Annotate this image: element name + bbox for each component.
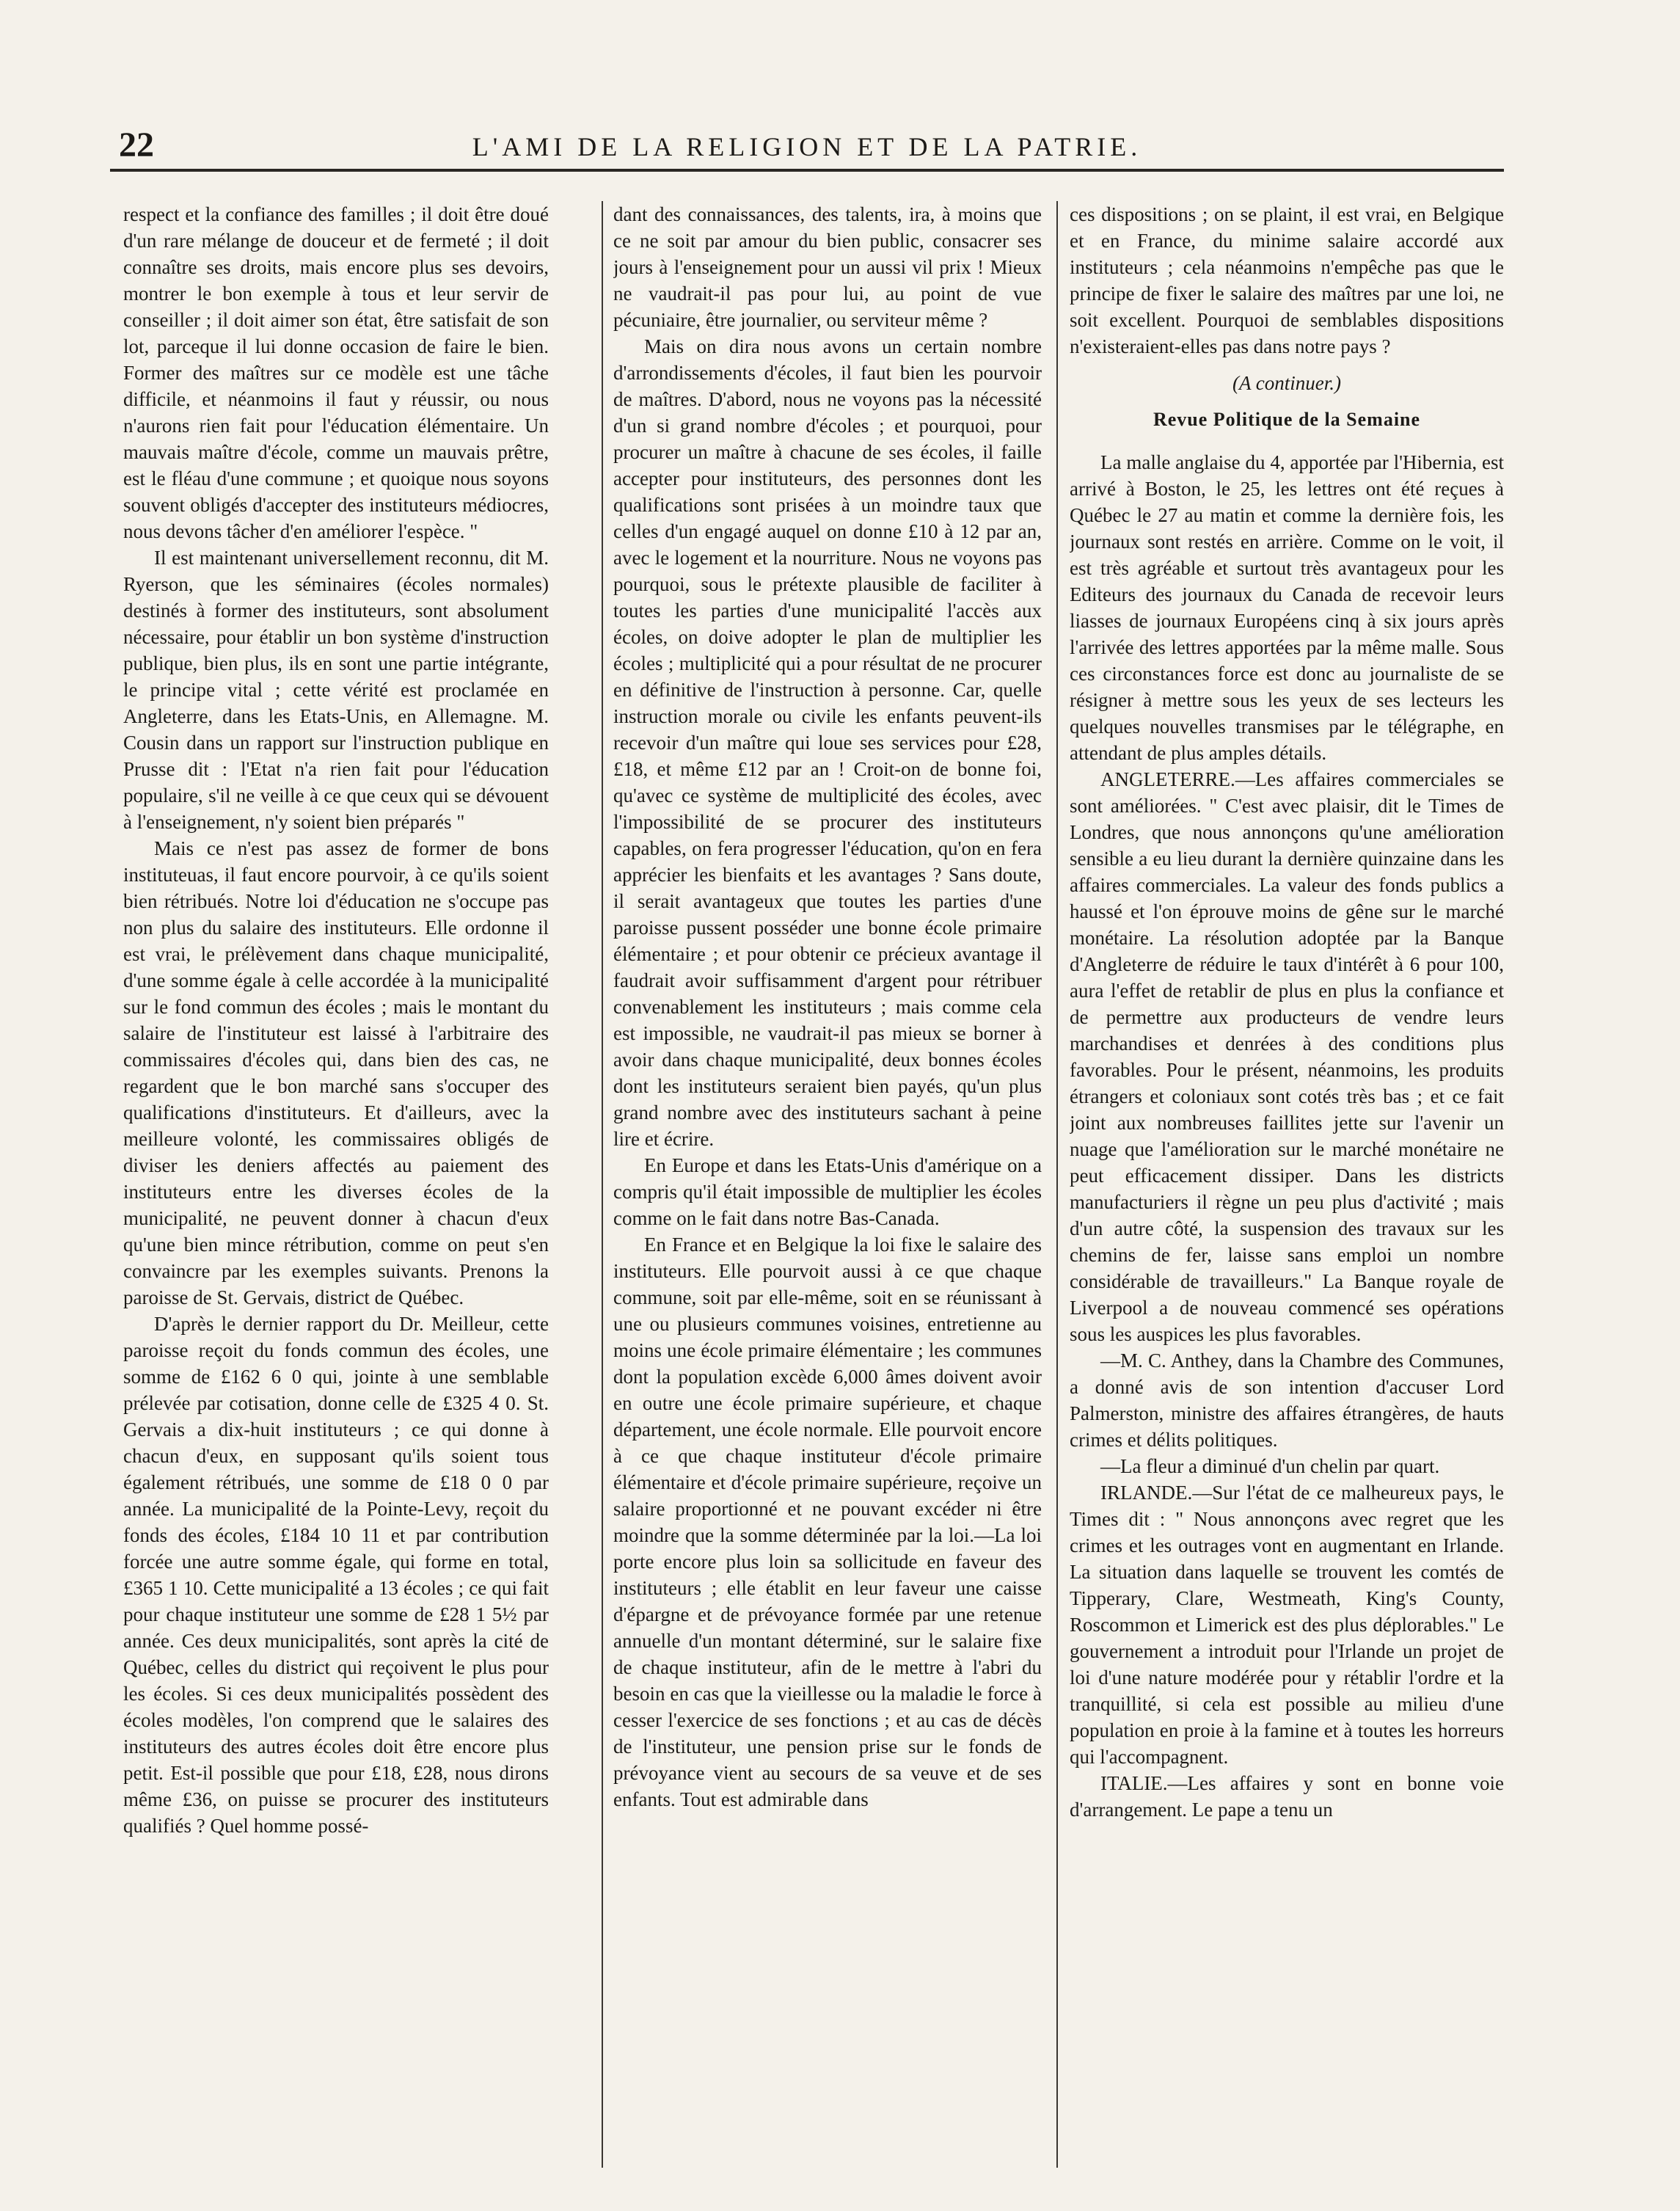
col2-paragraph-2: Mais on dira nous avons un certain nombre d'arrondissements d'écoles, il faut bien les pourvoir de maîtres. D'abord, nous ne voyons pas la nécessité d'un si grand nombre d'écoles ; et pourquoi, pour procurer un maître à chacune de ses écoles, il faille accepter pour instituteurs, des personnes dont les qualifications sont prisées à un moindre taux que celles d'un engagé auquel on donne £10 à 12 par an, avec le logement et la nourriture. Nous ne voyons pas pourquoi, sous le prétexte plausible de faciliter à toutes les parties d'une municipalité l'accès aux écoles, on doive adopter le plan de multiplier les écoles ; multiplicité qui a pour résultat de ne procurer en définitive de l'instruction à personne. Car, quelle instruction morale ou civile les enfants peuvent-ils recevoir d'un maître qui loue ses services pour £28, £18, et même £12 par an ! Croit-on de bonne foi, qu'avec ce système de multiplicité des écoles, avec l'impossibilité de se procurer des instituteurs capables, on fera progresser l'éducation, qu'on en fera apprécier les bienfaits et les avantages ? Sans doute, il serait avantageux que toutes les parties d'une paroisse pussent posséder une bonne école primaire élémentaire ; et pour obtenir ce précieux avantage il faudrait avoir suffisamment d'argent pour rétribuer convenablement les instituteurs ; mais comme cela est impossible, ne vaudrait-il pas mieux se borner à avoir dans chaque municipalité, deux bonnes écoles dont les instituteurs seraient bien payés, qu'un plus grand nombre avec des instituteurs sachant à peine lire et écrire. [613,335,1042,1150]
col1-paragraph-1: respect et la confiance des familles ; il doit être doué d'un rare mélange de douceur et de fermeté ; il doit connaître ses droits, mais encore plus ses devoirs, montrer le bon exemple à tous et leur servir de conseiller ; il doit aimer son état, être satisfait de son lot, parceque il lui donne occasion de faire le bien. Former des maîtres sur ce modèle est une tâche difficile, et néanmoins il faut y réussir, ou nous n'aurons rien fait pour l'éducation élémentaire. Un mauvais maître d'école, comme un mauvais prêtre, est le fléau d'une commune ; et quoique nous soyons souvent obligés d'accepter des instituteurs médiocres, nous devons tâcher d'en améliorer l'espèce. " [123,203,549,542]
col1-paragraph-4: D'après le dernier rapport du Dr. Meilleur, cette paroisse reçoit du fonds commun des écoles, une somme de £162 6 0 qui, jointe à une semblable prélevée par cotisation, donne celle de £325 4 0. St. Gervais a dix-huit instituteurs ; ce qui donne à chacun d'eux, en supposant qu'ils soient tous également rétribués, une somme de £18 0 0 par année. La municipalité de la Pointe-Levy, reçoit du fonds des écoles, £184 10 11 et par contribution forcée une autre somme égale, qui forme en total, £365 1 10. Cette municipalité a 13 écoles ; ce qui fait pour chaque instituteur une somme de £28 1 5½ par année. Ces deux municipalités, sont après la cité de Québec, celles du district qui reçoivent le plus pour les écoles. Si ces deux municipalités possèdent des écoles modèles, l'on comprend que le salaires des instituteurs des autres écoles doit être encore plus petit. Est-il possible que pour £18, £28, nous dirons même £36, on puisse se procurer des instituteurs qualifiés ? Quel homme possé- [123,1313,549,1837]
column-2 [613,201,1042,2168]
section-title: Revue Politique de la Semaine [1153,409,1421,430]
running-title: L'AMI DE LA RELIGION ET DE LA PATRIE. [472,132,1142,161]
col2-paragraph-4: En France et en Belgique la loi fixe le salaire des instituteurs. Elle pourvoit aussi à ce que chaque commune, soit par elle-même, soit en se réunissant à une ou plusieurs communes voisines, entretienne au moins une école primaire élémentaire ; les communes dont la population excède 6,000 âmes doivent avoir en outre une école primaire supérieure, et chaque département, une école normale. Elle pourvoit encore à ce que chaque instituteur d'école primaire élémentaire et d'école primaire supérieure, reçoive un salaire proportionné et ne pouvant excéder ni être moindre que la somme déterminée par la loi.—La loi porte encore plus loin sa sollicitude en faveur des instituteurs ; elle établit en leur faveur une caisse d'épargne et de prévoyance formée par une retenue annuelle d'un montant déterminé, sur le salaire fixe de chaque instituteur, afin de le mettre à l'abri du besoin en cas que la vieillesse ou la maladie le force à cesser l'exercice de ses fonctions ; et au cas de décès de l'instituteur, une pension prise sur le fonds de prévoyance vient au secours de sa veuve et de ses enfants. Tout est admirable dans [613,1234,1042,1810]
col3-paragraph-fleur: —La fleur a diminué d'un chelin par quart. [1100,1455,1440,1477]
column-1 [123,201,549,2168]
col3-continuation: ces dispositions ; on se plaint, il est vrai, en Belgique et en France, du minime salaire accordé aux instituteurs ; cela néanmoins n'empêche pas que le principe de fixer le salaire des maîtres par une loi, ne soit excellent. Pourquoi de semblables dispositions n'existeraient-elles pas dans notre pays ? [1070,203,1504,357]
column-3 [1070,201,1504,2168]
col1-paragraph-2: Il est maintenant universellement reconnu, dit M. Ryerson, que les séminaires (écoles normales) destinés à former des instituteurs, sont absolument nécessaire, pour établir un bon système d'instruction publique, bien plus, ils en sont une partie intégrante, le principe vital ; cette vérité est proclamée en Angleterre, dans les Etats-Unis, en Allemagne. M. Cousin dans un rapport sur l'instruction publique en Prusse dit : l'Etat n'a rien fait pour l'éducation populaire, s'il ne veille à ce que ceux qui se dévouent à l'enseignement, n'y soient bien préparés " [123,547,549,833]
column-rule-2 [1056,201,1058,2168]
page-number: 22 [119,125,154,164]
col3-paragraph-italie: ITALIE.—Les affaires y sont en bonne voie d'arrangement. Le pape a tenu un [1070,1772,1504,1821]
page-header [110,123,1504,172]
col1-paragraph-3: Mais ce n'est pas assez de former de bons instituteuas, il faut encore pourvoir, à ce qu'ils soient bien rétribués. Notre loi d'éducation ne s'occupe pas non plus du salaire des instituteurs. Elle ordonne il est vrai, le prélèvement dans chaque municipalité, d'une somme égale à celle accordée à la municipalité sur le fond commun des écoles ; mais le montant du salaire de l'instituteur est laissé à l'arbitraire des commissaires d'écoles qui, dans bien des cas, ne regardent que le bon marché sans s'occuper des qualifications d'instituteurs. Et d'ailleurs, avec la meilleure volonté, les commissaires obligés de diviser les deniers affectés au paiement des instituteurs entre les diverses écoles de la municipalité, ne peuvent donner à chacun d'eux qu'une bien mince rétribution, comme on peut s'en convaincre par les exemples suivants. Prenons la paroisse de St. Gervais, district de Québec. [123,837,549,1308]
to-be-continued: (A continuer.) [1232,372,1341,394]
col3-paragraph-1: La malle anglaise du 4, apportée par l'Hibernia, est arrivé à Boston, le 25, les lettres ont été reçues à Québec le 27 au matin et comme la dernière fois, les journaux sont restés en arrière. Comme on le voit, il est très agréable et surtout très avantageux pour les Editeurs des journaux du Canada de recevoir leurs liasses de journaux Européens cinq à six jours après l'arrivée des lettres apportées par la même malle. Sous ces circonstances force est donc au journaliste de se résigner à mettre sous les yeux de ses lecteurs les quelques nouvelles transmises par le télégraphe, en attendant de plus amples détails. [1070,451,1504,764]
col3-paragraph-angleterre: ANGLETERRE.—Les affaires commerciales se sont améliorées. " C'est avec plaisir, dit le Times de Londres, que nous annonçons qu'une amélioration sensible a eu lieu durant la dernière quinzaine dans les affaires commerciales. La valeur des fonds publics a haussé et l'on éprouve moins de gêne sur le marché monétaire. La résolution adoptée par la Banque d'Angleterre de réduire le taux d'intérêt à 6 pour 100, aura l'effet de retablir de plus en plus la confiance et de permettre aux producteurs de vendre leurs marchandises et denrées à des conditions plus favorables. Pour le présent, néanmoins, les produits étrangers et coloniaux sont cotés très bas ; et ce fait joint aux nombreuses faillites jette sur l'avenir un nuage que l'amélioration sur le marché monétaire ne peut efficacement dissiper. Dans les districts manufacturiers il règne un peu plus d'activité ; mais d'un autre côté, la suspension des travaux sur les chemins de fer, laisse sans emploi un nombre considérable de travailleurs." La Banque royale de Liverpool a de nouveau commencé ses opérations sous les auspices les plus favorables. [1070,768,1504,1345]
column-rule-1 [602,201,603,2168]
col2-paragraph-3: En Europe et dans les Etats-Unis d'amérique on a compris qu'il était impossible de multiplier les écoles comme on le fait dans notre Bas-Canada. [613,1154,1042,1229]
col3-paragraph-anthey: —M. C. Anthey, dans la Chambre des Communes, a donné avis de son intention d'accuser Lord Palmerston, ministre des affaires étrangères, de hauts crimes et délits politiques. [1070,1349,1504,1451]
col3-paragraph-irlande: IRLANDE.—Sur l'état de ce malheureux pays, le Times dit : " Nous annonçons avec regret que les crimes et les outrages vont en augmentant en Irlande. La situation dans laquelle se trouvent les comtés de Tipperary, Clare, Westmeath, King's County, Roscommon et Limerick est des plus déplorables." Le gouvernement a introduit pour l'Irlande un projet de loi d'une nature modérée pour y rétablir l'ordre et la tranquillité, si cela est possible au milieu d'une population en proie à la famine et à toutes les horreurs qui l'accompagnent. [1070,1482,1504,1768]
col2-paragraph-1: dant des connaissances, des talents, ira, à moins que ce ne soit par amour du bien public, consacrer ses jours à l'enseignement pour un aussi vil prix ! Mieux ne vaudrait-il pas pour lui, au point de vue pécuniaire, être journalier, ou serviteur même ? [613,203,1042,331]
